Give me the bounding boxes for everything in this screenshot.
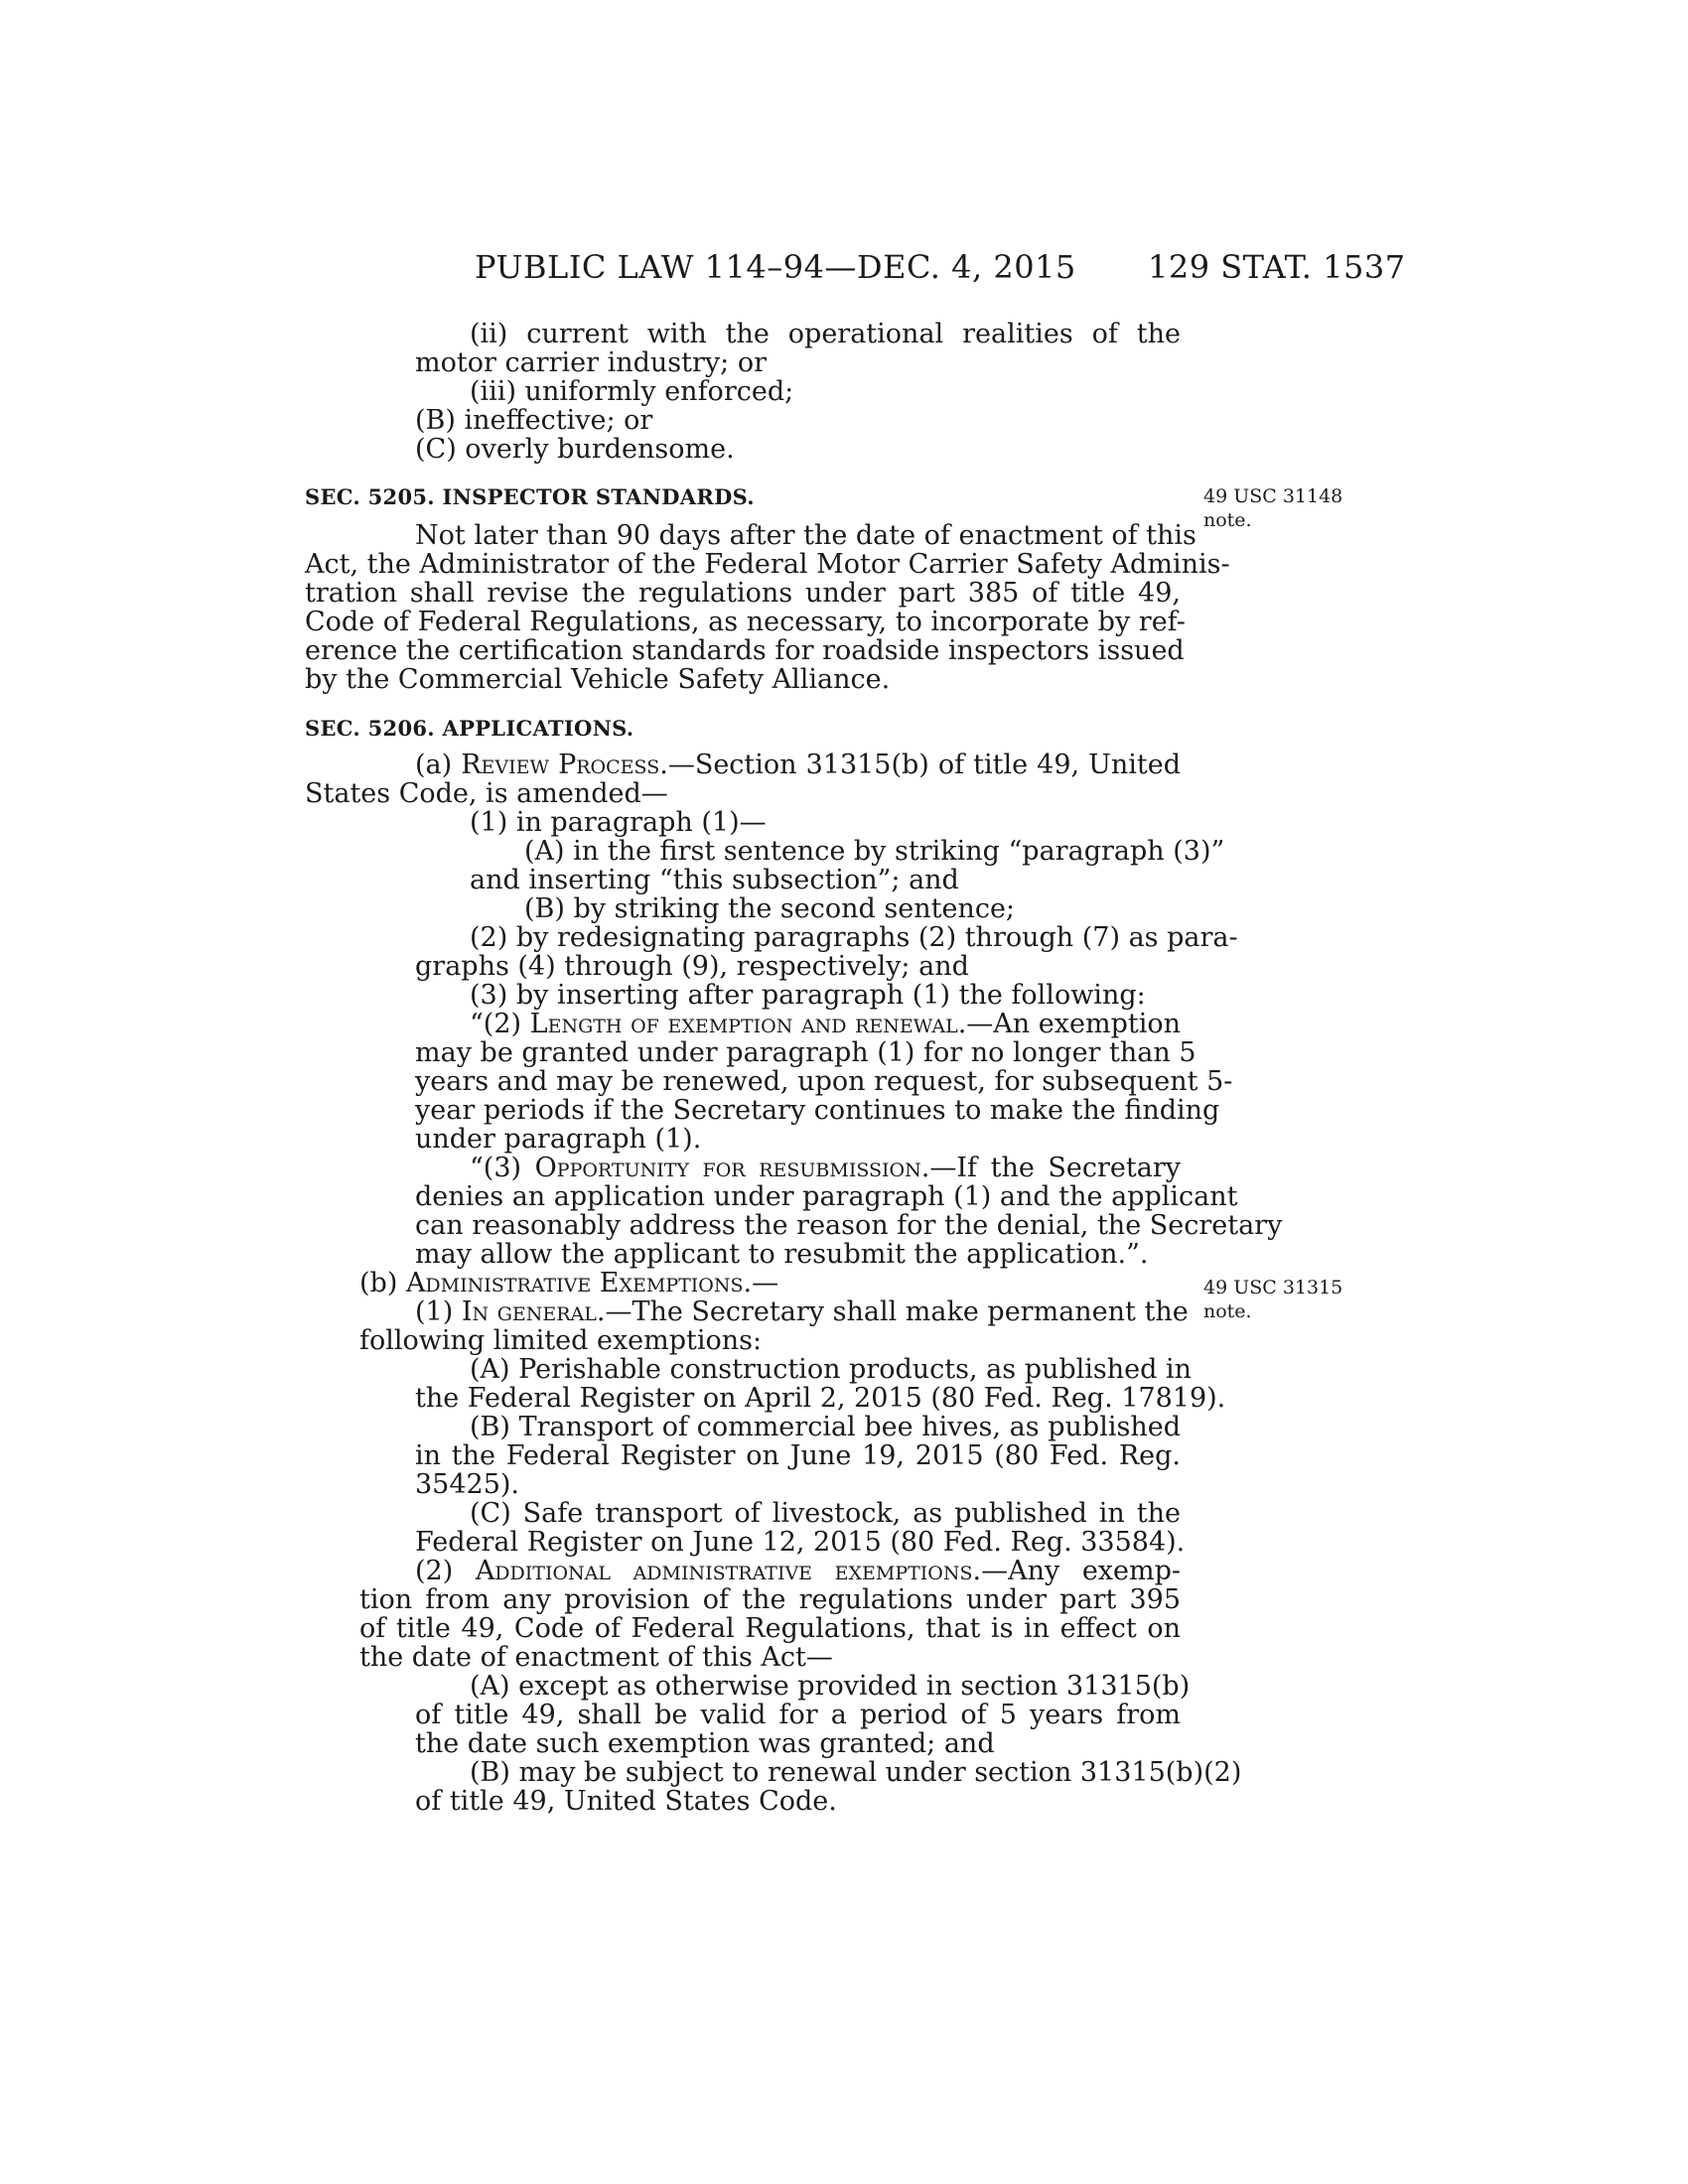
text-line: (iii) uniformly enforced;: [470, 376, 794, 407]
text-line: years and may be renewed, upon request, for subsequent 5-: [415, 1066, 1233, 1097]
text-line: may allow the applicant to resubmit the application.”.: [415, 1239, 1149, 1270]
text-line: (b) Administrative Exemptions.—: [359, 1268, 779, 1298]
text-line: Act, the Administrator of the Federal Motor Carrier Safety Adminis-: [305, 549, 1230, 580]
text-line: (A) except as otherwise provided in section 31315(b): [470, 1671, 1191, 1702]
text-line: and inserting “this subsection”; and: [470, 865, 959, 895]
text-line: (2) by redesignating paragraphs (2) through (7) as para-: [470, 922, 1238, 953]
text-line: (2) Additional administrative exemptions.—Any exemp-: [415, 1556, 1182, 1586]
text-line: (C) Safe transport of livestock, as published in the: [470, 1498, 1181, 1529]
text-line: Federal Register on June 12, 2015 (80 Fed. Reg. 33584).: [415, 1527, 1186, 1558]
text-line: Not later than 90 days after the date of enactment of this: [415, 520, 1196, 551]
text-line: (A) Perishable construction products, as published in: [470, 1354, 1193, 1385]
margin-note-49-usc-31148: [1203, 484, 1352, 532]
text-line: the date of enactment of this Act—: [359, 1642, 833, 1673]
text-line: graphs (4) through (9), respectively; and: [415, 951, 969, 982]
margin-note-citation: 49 USC 31315: [1203, 1277, 1343, 1298]
margin-note-49-usc-31315: [1203, 1276, 1352, 1323]
text-line: in the Federal Register on June 19, 2015 (80 Fed. Reg.: [415, 1440, 1181, 1471]
page-number: 129 STAT. 1537: [1148, 248, 1406, 286]
text-line: (3) by inserting after paragraph (1) the following:: [470, 980, 1146, 1011]
text-line: (B) ineffective; or: [415, 405, 653, 436]
text-line: the Federal Register on April 2, 2015 (80 Fed. Reg. 17819).: [415, 1383, 1226, 1414]
text-line: of title 49, Code of Federal Regulations, that is in effect on: [359, 1613, 1181, 1644]
text-line: “(2) Length of exemption and renewal.—An exemption: [470, 1009, 1181, 1039]
text-line: the date such exemption was granted; and: [415, 1728, 995, 1759]
text-line: denies an application under paragraph (1) and the applicant: [415, 1181, 1238, 1212]
text-line: (B) may be subject to renewal under section 31315(b)(2): [470, 1757, 1242, 1788]
text-line: tration shall revise the regulations under part 385 of title 49,: [305, 578, 1181, 609]
text-line: may be granted under paragraph (1) for no longer than 5: [415, 1037, 1196, 1068]
text-line: Code of Federal Regulations, as necessary, to incorporate by ref-: [305, 607, 1186, 637]
text-line: following limited exemptions:: [359, 1325, 763, 1356]
text-line: of title 49, United States Code.: [415, 1786, 837, 1817]
text-line: erence the certification standards for roadside inspectors issued: [305, 635, 1185, 666]
margin-note-label: note.: [1203, 1300, 1252, 1322]
text-line: “(3) Opportunity for resubmission.—If the Secretary: [470, 1153, 1182, 1183]
margin-note-label: note.: [1203, 509, 1252, 531]
text-line: (B) Transport of commercial bee hives, as published: [470, 1412, 1181, 1442]
text-line: (1) in paragraph (1)—: [470, 807, 767, 838]
text-line: (a) Review Process.—Section 31315(b) of title 49, United: [415, 750, 1182, 780]
text-line: (A) in the first sentence by striking “paragraph (3)”: [524, 836, 1225, 867]
text-line: (B) by striking the second sentence;: [524, 893, 1016, 924]
section-5205-heading: SEC. 5205. INSPECTOR STANDARDS.: [305, 484, 755, 509]
text-line: (ii) current with the operational realities of the: [470, 319, 1181, 349]
text-line: of title 49, shall be valid for a period of 5 years from: [415, 1700, 1181, 1730]
text-line: year periods if the Secretary continues to make the finding: [415, 1095, 1220, 1126]
text-line: under paragraph (1).: [415, 1124, 702, 1155]
text-line: tion from any provision of the regulations under part 395: [359, 1584, 1181, 1615]
section-5206-heading: SEC. 5206. APPLICATIONS.: [305, 716, 634, 741]
text-line: by the Commercial Vehicle Safety Alliance.: [305, 664, 891, 695]
text-line: can reasonably address the reason for the denial, the Secretary: [415, 1210, 1283, 1241]
text-line: motor carrier industry; or: [415, 347, 767, 378]
text-line: (C) overly burdensome.: [415, 434, 735, 465]
text-line: (1) In general.—The Secretary shall make permanent the: [415, 1297, 1189, 1327]
running-header-title: PUBLIC LAW 114–94—DEC. 4, 2015: [475, 248, 1076, 286]
text-line: States Code, is amended—: [305, 778, 668, 809]
text-line: 35425).: [415, 1469, 520, 1500]
margin-note-citation: 49 USC 31148: [1203, 485, 1343, 507]
